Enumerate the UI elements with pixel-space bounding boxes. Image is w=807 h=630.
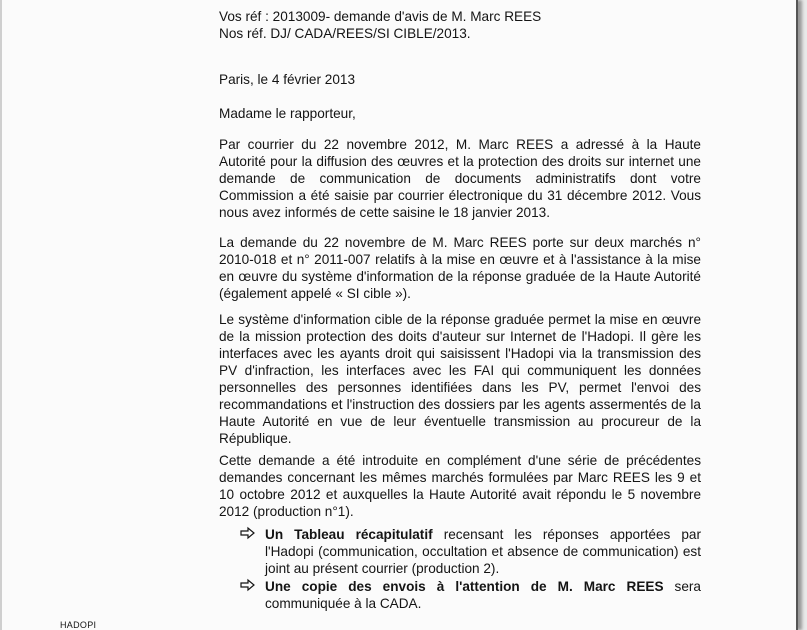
paragraph-4: Cette demande a été introduite en complément d'une série de précédentes demandes concernant les mêmes marchés formulées par Marc REES les 9 et 10 octobre 2012 et auxquelles la Haute Autorité avait répondu le 5 novembre 2012 (production n°1). [219, 453, 701, 519]
bullet-bold-text: Une copie des envois à l'attention de M. Marc REES [265, 579, 664, 594]
bullet-text: sera communiquée à la CADA. [265, 579, 701, 611]
scan-edge [0, 0, 2, 630]
paragraph-2: La demande du 22 novembre de M. Marc REES porte sur deux marchés n° 2010-018 et n° 2011-007 relatifs à la mise en œuvre et à l'assistance à la mise en œuvre du système d'information de la réponse graduée de la Haute Autorité (également appelé « SI cible »). [219, 235, 701, 301]
bullet-item [240, 526, 701, 577]
bullet-bold-text: Un Tableau récapitulatif [265, 527, 433, 542]
bullet-list [240, 526, 701, 613]
paragraph-3: Le système d'information cible de la réponse graduée permet la mise en œuvre de la mission protection des doits d'auteur sur Internet de l'Hadopi. Il gère les interfaces avec les ayants droit qui saisissent l'Hadopi via la transmission des PV d'infraction, les interfaces avec les FAI qui communiquent les données personnelles des personnes identifiées dans les PV, permet l'envoi des recommandations et l'instruction des dossiers par les agents assermentés de la Haute Autorité en vue de leur éventuelle transmission au procureur de la République. [219, 312, 701, 446]
our-reference: Nos réf. DJ/ CADA/REES/SI CIBLE/2013. [219, 26, 471, 41]
bullet-item [240, 578, 701, 612]
footer-label: HADOPI [60, 620, 97, 630]
salutation: Madame le rapporteur, [219, 106, 356, 121]
letter-date: Paris, le 4 février 2013 [219, 72, 356, 87]
your-reference: Vos réf : 2013009- demande d'avis de M. Marc REES [219, 9, 542, 24]
arrow-right-icon [240, 526, 256, 540]
arrow-right-icon [240, 578, 256, 592]
paragraph-1: Par courrier du 22 novembre 2012, M. Marc REES a adressé à la Haute Autorité pour la diffusion des œuvres et la protection des droits sur internet une demande de communication de documents administratifs dont votre Commission a été saisie par courrier électronique du 31 décembre 2012. Vous nous avez informés de cette saisine le 18 janvier 2013. [219, 137, 701, 220]
reference-block [219, 8, 541, 42]
bullet-text: recensant les réponses apportées par l'Hadopi (communication, occultation et absence de communication) est joint au présent courrier (production 2). [265, 527, 701, 576]
